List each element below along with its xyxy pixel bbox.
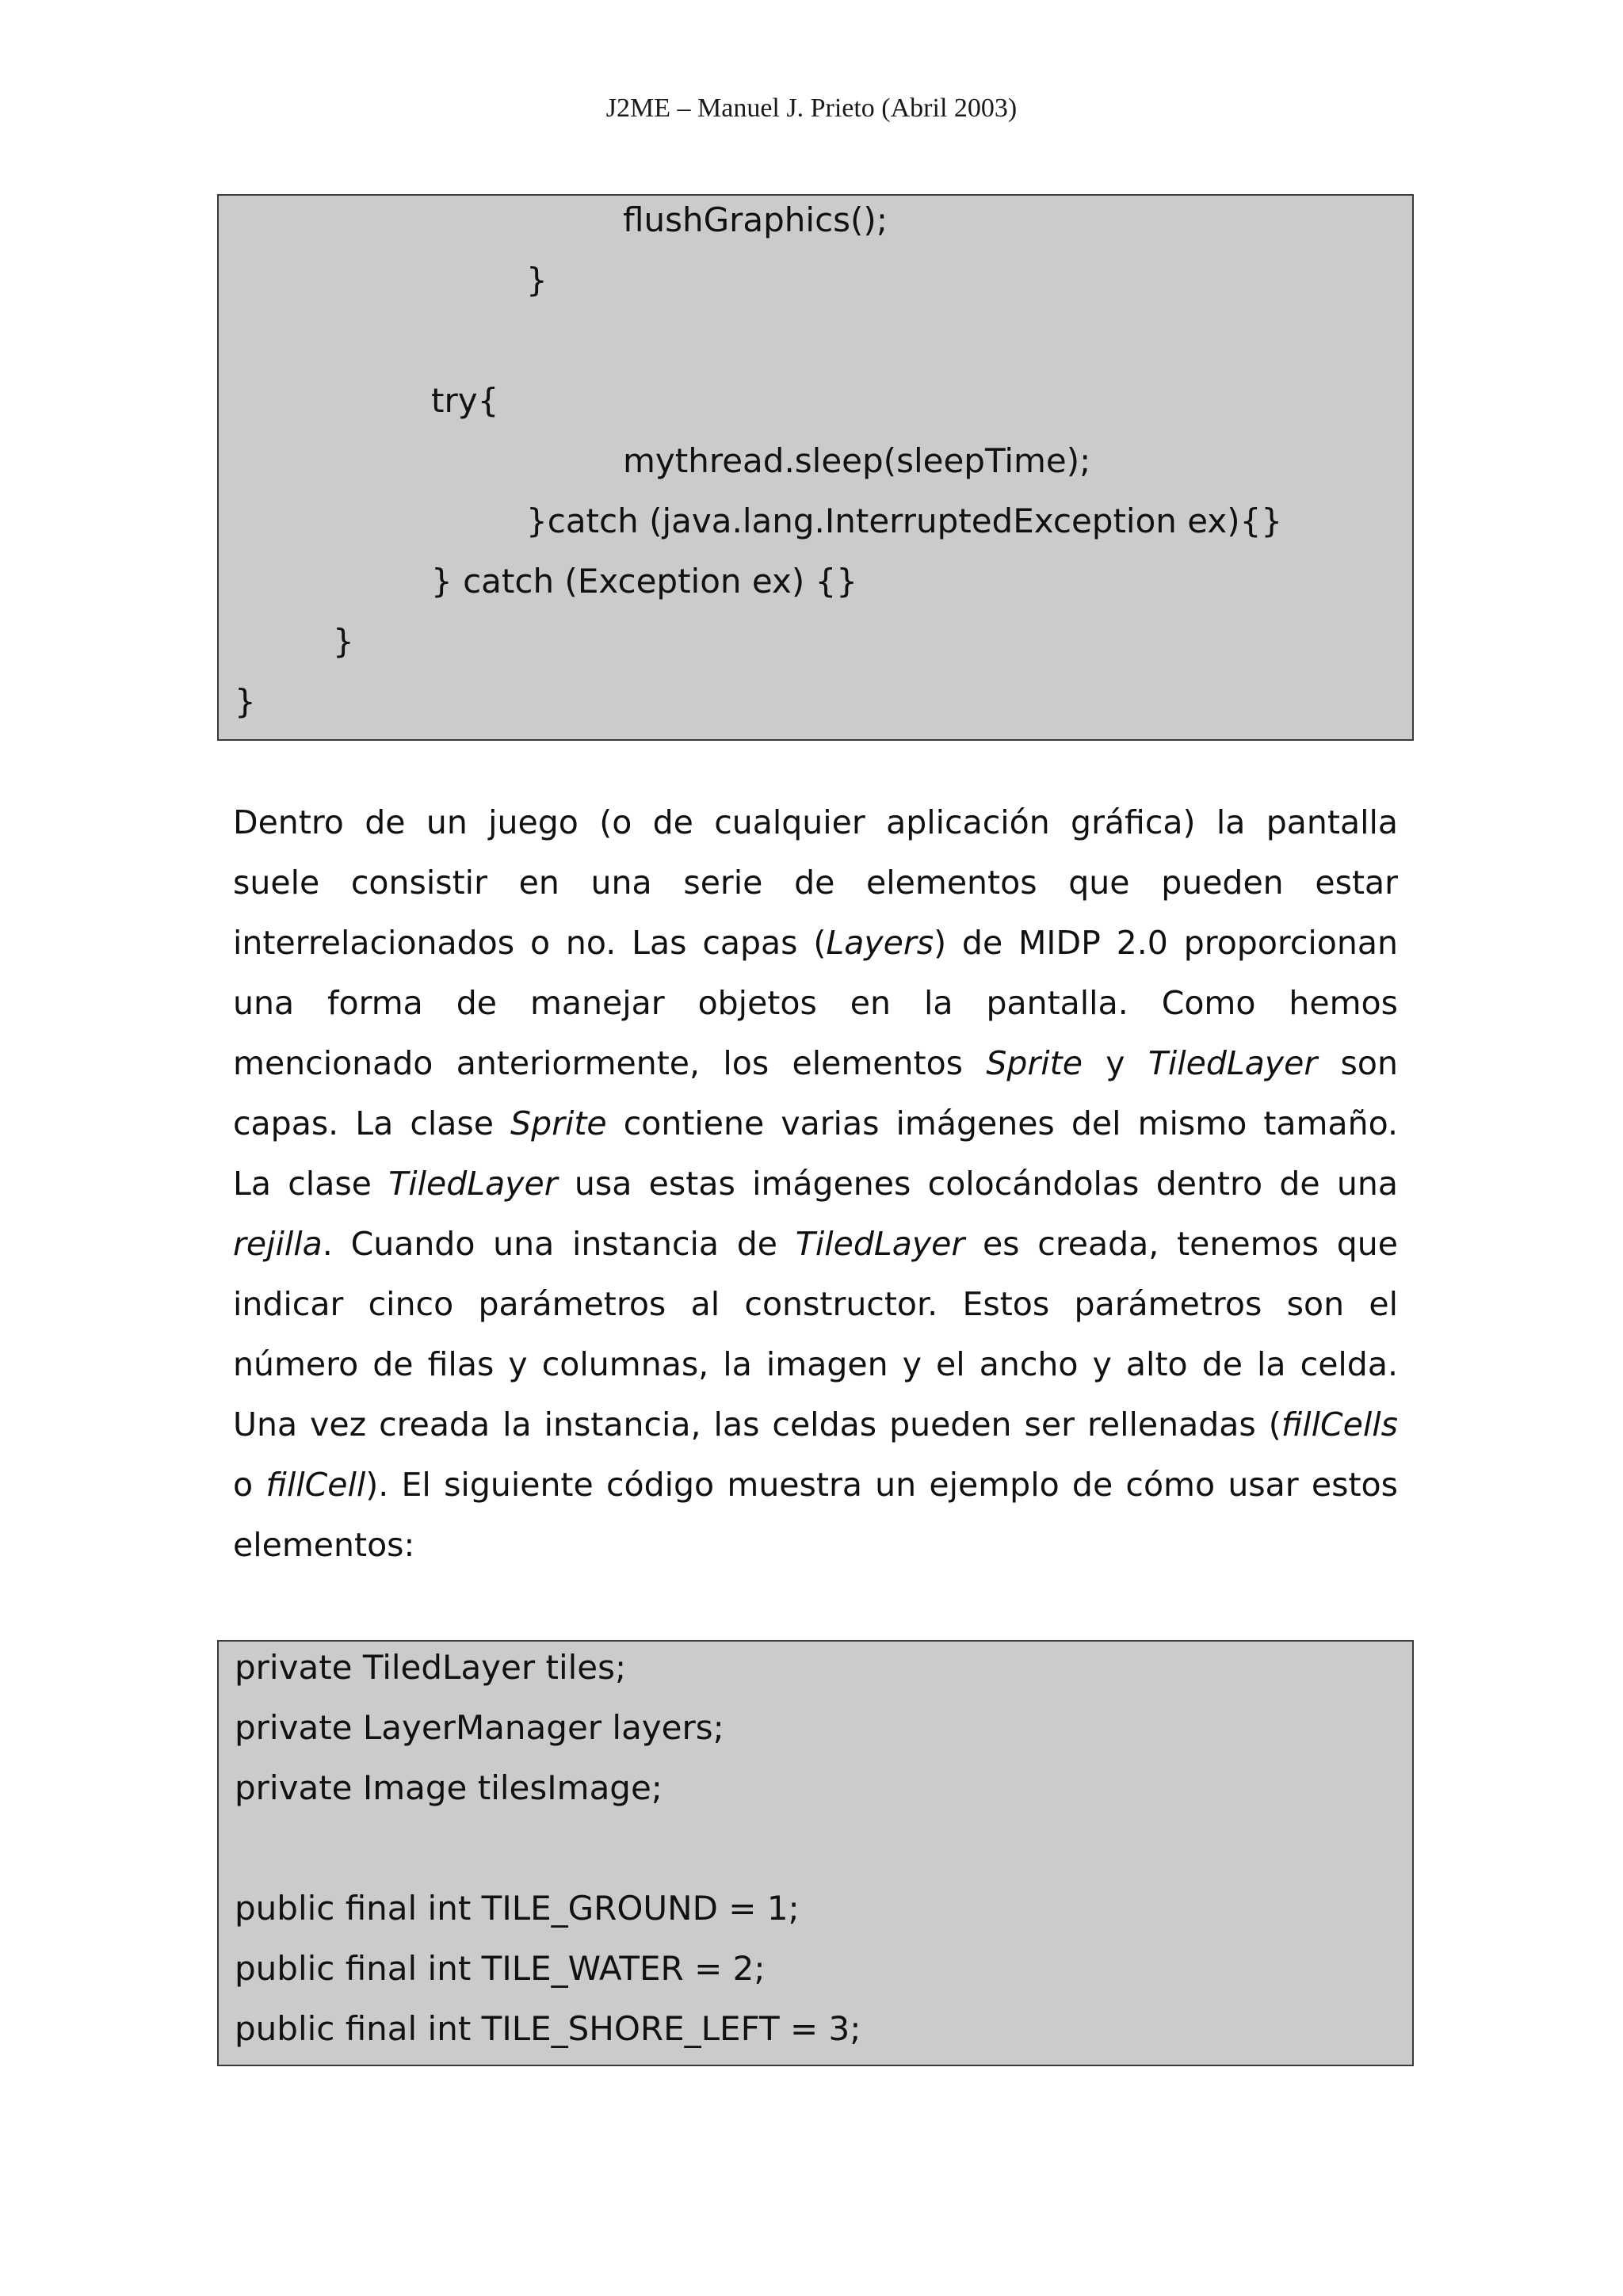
paragraph-line	[233, 1459, 1398, 1519]
running-header: J2ME – Manuel J. Prieto (Abril 2003)	[605, 93, 1018, 123]
code-line: }	[526, 261, 548, 299]
code-line: }catch (java.lang.InterruptedException ex){}	[526, 502, 1283, 540]
paragraph-line	[233, 1519, 1398, 1579]
italic-term: Sprite	[510, 1104, 607, 1142]
paragraph-line	[233, 1037, 1398, 1097]
code-line: private Image tilesImage;	[235, 1768, 663, 1807]
paragraph-line	[233, 796, 1398, 856]
italic-term: TiledLayer	[795, 1225, 965, 1263]
code-block	[217, 194, 1414, 741]
paragraph-line	[233, 856, 1398, 917]
text-run: capas. La clase	[233, 1104, 511, 1142]
code-line: } catch (Exception ex) {}	[431, 562, 858, 601]
code-line: public final int TILE_WATER = 2;	[235, 1949, 766, 1988]
text-run: contiene varias imágenes del mismo tamaño.	[606, 1104, 1399, 1142]
italic-term: rejilla	[233, 1225, 323, 1263]
code-line: public final int TILE_SHORE_LEFT = 3;	[235, 2009, 861, 2048]
text-run: una forma de manejar objetos en la pantalla. Como hemos	[233, 984, 1398, 1022]
text-run: suele consistir en una serie de elementos que pueden estar	[233, 864, 1398, 902]
text-run: número de filas y columnas, la imagen y el ancho y alto de la celda.	[233, 1345, 1398, 1383]
text-run: ). El siguiente código muestra un ejemplo de cómo usar estos	[365, 1466, 1399, 1504]
paragraph-line	[233, 1398, 1398, 1459]
text-run: y	[1082, 1044, 1148, 1082]
text-run: ) de MIDP 2.0 proporcionan	[934, 924, 1398, 962]
italic-term: fillCell	[265, 1466, 366, 1504]
text-run: o	[233, 1466, 266, 1504]
italic-term: Layers	[826, 924, 934, 962]
paragraph-line	[233, 1338, 1398, 1398]
text-run: usa estas imágenes colocándolas dentro de una	[557, 1165, 1398, 1203]
text-run: elementos:	[233, 1526, 415, 1564]
paragraph-line	[233, 1218, 1398, 1278]
code-block	[217, 1640, 1414, 2066]
paragraph-line	[233, 1097, 1398, 1158]
paragraph-line	[233, 977, 1398, 1037]
code-line: try{	[431, 381, 499, 420]
italic-term: Sprite	[986, 1044, 1083, 1082]
text-run: es creada, tenemos que	[964, 1225, 1398, 1263]
text-run: interrelacionados o no. Las capas (	[233, 924, 827, 962]
text-run: Dentro de un juego (o de cualquier aplicación gráfica) la pantalla	[233, 803, 1398, 841]
body-paragraph	[233, 796, 1398, 1579]
italic-term: fillCells	[1281, 1405, 1398, 1444]
text-run: indicar cinco parámetros al constructor. Estos parámetros son el	[233, 1285, 1398, 1323]
paragraph-line	[233, 1158, 1398, 1218]
italic-term: TiledLayer	[388, 1165, 558, 1203]
code-line: private LayerManager layers;	[235, 1708, 724, 1747]
code-line: private TiledLayer tiles;	[235, 1648, 627, 1687]
code-line: flushGraphics();	[623, 200, 888, 239]
code-line: mythread.sleep(sleepTime);	[623, 441, 1091, 480]
code-line: }	[333, 622, 354, 661]
text-run: mencionado anteriormente, los elementos	[233, 1044, 987, 1082]
paragraph-line	[233, 917, 1398, 977]
text-run: La clase	[233, 1165, 389, 1203]
text-run: . Cuando una instancia de	[322, 1225, 796, 1263]
code-line: }	[235, 682, 256, 721]
text-run: son	[1317, 1044, 1398, 1082]
italic-term: TiledLayer	[1148, 1044, 1318, 1082]
code-line: public final int TILE_GROUND = 1;	[235, 1889, 800, 1928]
paragraph-line	[233, 1278, 1398, 1338]
text-run: Una vez creada la instancia, las celdas pueden ser rellenadas (	[233, 1405, 1281, 1444]
